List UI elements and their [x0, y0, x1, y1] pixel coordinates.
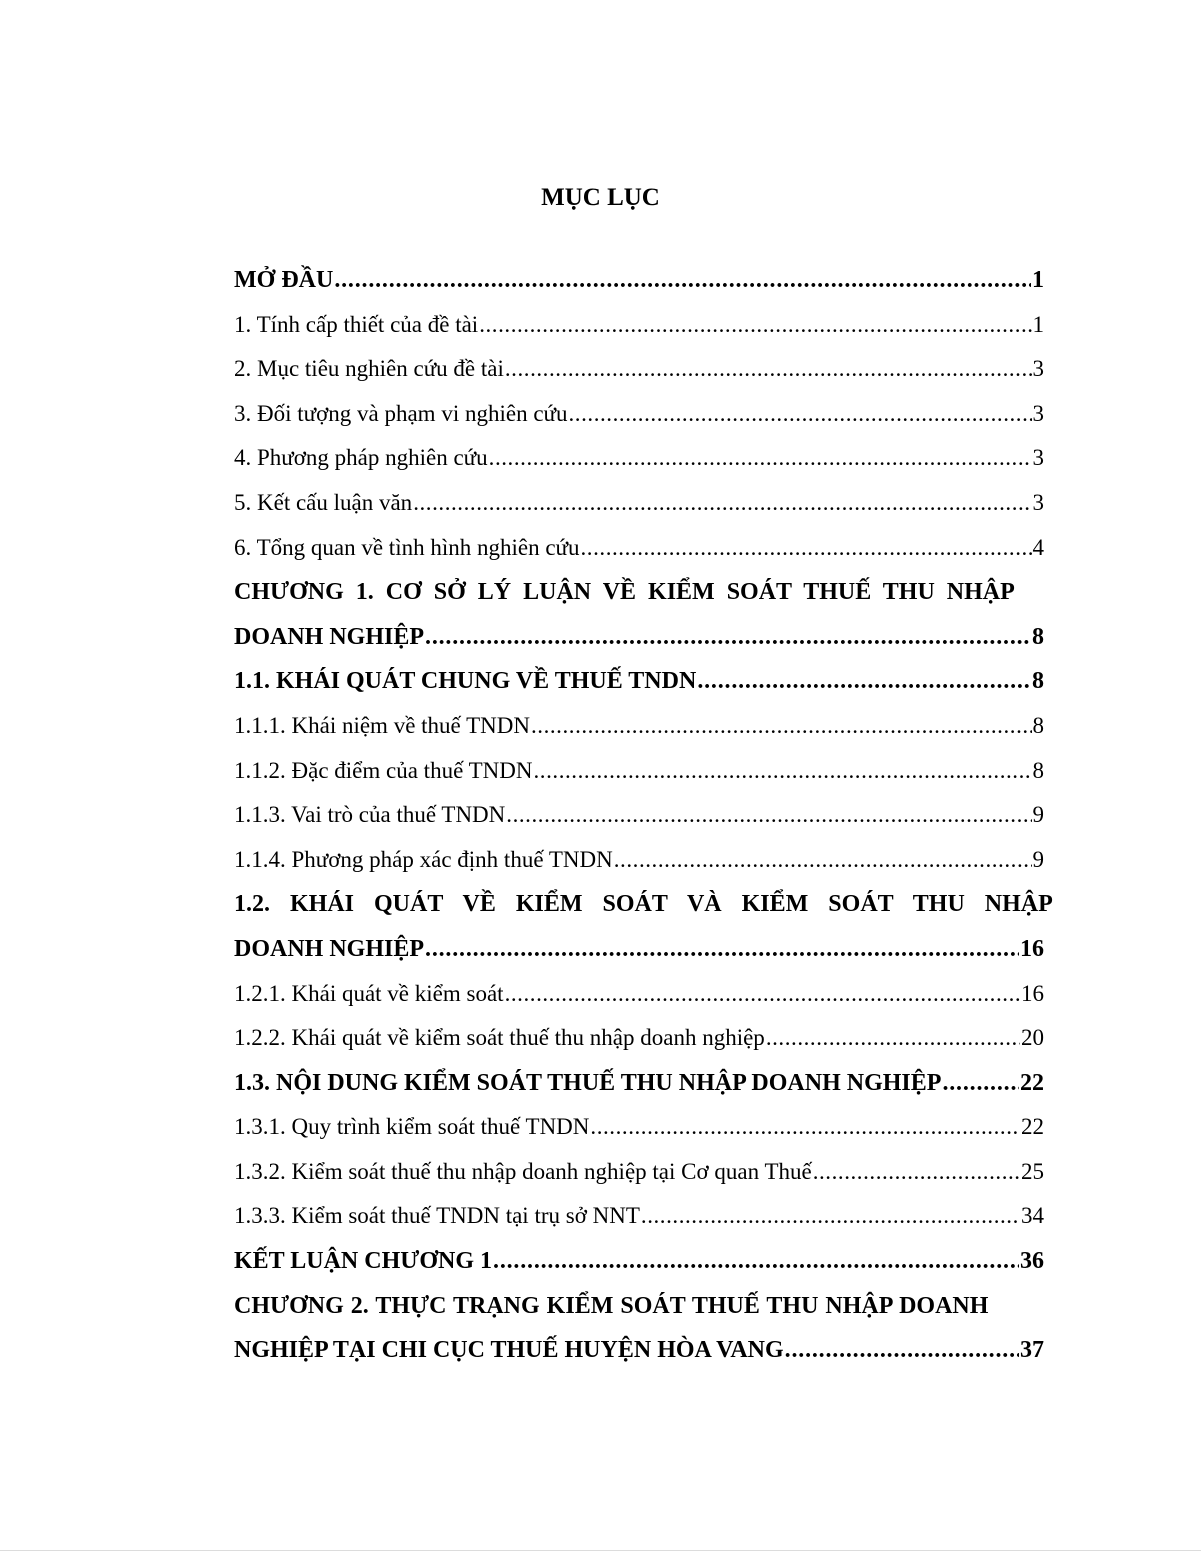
toc-entry[interactable] [234, 436, 1044, 481]
dot-leader [479, 303, 1031, 348]
toc-entry[interactable] [234, 704, 1044, 749]
toc-entry-page: 8 [1032, 712, 1044, 738]
toc-entry[interactable] [234, 392, 1044, 437]
toc-entry-heading-line[interactable] [234, 1284, 1044, 1329]
toc-entry[interactable] [234, 1105, 1044, 1150]
dot-leader [614, 838, 1032, 883]
toc-entry-page: 16 [1020, 935, 1044, 962]
toc-entry-page: 16 [1021, 980, 1044, 1006]
dot-leader [697, 659, 1031, 704]
toc-entry-page: 25 [1021, 1158, 1044, 1184]
toc-entry-heading-line[interactable] [234, 570, 1044, 615]
toc-entry-label: 2. Mục tiêu nghiên cứu đề tài [234, 356, 504, 382]
dot-leader [425, 615, 1031, 660]
dot-leader [569, 392, 1032, 437]
toc-entry[interactable] [234, 615, 1044, 660]
toc-entry-label: 1.1.1. Khái niệm về thuế TNDN [234, 712, 530, 738]
toc-entry-page: 9 [1032, 846, 1044, 872]
toc-entry[interactable] [234, 481, 1044, 526]
toc-entry-page: 37 [1020, 1337, 1044, 1364]
toc-entry[interactable] [234, 972, 1044, 1017]
toc-entry-label: MỞ ĐẦU [234, 267, 334, 293]
dot-leader [505, 347, 1032, 392]
dot-leader [534, 749, 1032, 794]
toc-entry-page: 34 [1021, 1203, 1044, 1229]
toc-entry[interactable] [234, 1016, 1044, 1061]
toc-entry-label: 1.1.4. Phương pháp xác định thuế TNDN [234, 846, 613, 872]
toc-entry-label: 1.3.3. Kiểm soát thuế TNDN tại trụ sở NNT [234, 1203, 640, 1229]
toc-entry[interactable] [234, 1328, 1044, 1373]
dot-leader [785, 1328, 1019, 1373]
toc-entry-label: 3. Đối tượng và phạm vi nghiên cứu [234, 400, 568, 426]
toc-entry[interactable] [234, 927, 1044, 972]
toc-entry-label: 1.2.2. Khái quát về kiểm soát thuế thu nhập doanh nghiệp [234, 1025, 765, 1051]
dot-leader [425, 927, 1019, 972]
page-bottom-edge [0, 1550, 1201, 1551]
page-title: MỤC LỤC [541, 184, 660, 211]
toc-entry-label: 1.1. KHÁI QUÁT CHUNG VỀ THUẾ TNDN [234, 668, 697, 695]
toc-entry-label: 1. Tính cấp thiết của đề tài [234, 311, 479, 337]
dot-leader [505, 972, 1020, 1017]
toc-entry-page: 8 [1032, 623, 1044, 650]
toc-entry-label: 1.2.1. Khái quát về kiểm soát [234, 980, 504, 1006]
toc-entry-label: 1.3.2. Kiểm soát thuế thu nhập doanh nghiệp tại Cơ quan Thuế [234, 1158, 812, 1184]
toc-entry-page: 1 [1032, 267, 1044, 293]
toc-entry-page: 22 [1021, 1114, 1044, 1140]
dot-leader [413, 481, 1031, 526]
toc-entry-label: 1.1.3. Vai trò của thuế TNDN [234, 802, 506, 828]
dot-leader [942, 1061, 1019, 1106]
toc-entry[interactable] [234, 347, 1044, 392]
dot-leader [489, 436, 1032, 481]
toc-entry-page: 3 [1032, 400, 1044, 426]
dot-leader [493, 1239, 1019, 1284]
dot-leader [766, 1016, 1020, 1061]
toc-entry-page: 8 [1032, 668, 1044, 695]
toc-entry[interactable] [234, 1061, 1044, 1106]
toc-entry-heading-line[interactable] [234, 882, 1053, 927]
dot-leader [334, 258, 1031, 303]
toc-entry-label: 4. Phương pháp nghiên cứu [234, 445, 488, 471]
toc-entry[interactable] [234, 749, 1044, 794]
toc-entry-page: 9 [1032, 802, 1044, 828]
toc-entry-page: 1 [1032, 311, 1044, 337]
toc-entry-page: 4 [1032, 534, 1044, 560]
toc-entry-label: CHƯƠNG 1. CƠ SỞ LÝ LUẬN VỀ KIỂM SOÁT THUẾ THU NHẬP [234, 579, 1015, 606]
dot-leader [590, 1105, 1020, 1150]
toc-entry-label: 1.3. NỘI DUNG KIỂM SOÁT THUẾ THU NHẬP DOANH NGHIỆP [234, 1069, 942, 1096]
toc-entry-page: 20 [1021, 1025, 1044, 1051]
dot-leader [506, 793, 1031, 838]
toc-entry-label: 1.2. KHÁI QUÁT VỀ KIỂM SOÁT VÀ KIỂM SOÁT THU NHẬP [234, 891, 1053, 918]
toc-entry-label: NGHIỆP TẠI CHI CỤC THUẾ HUYỆN HÒA VANG [234, 1337, 784, 1364]
toc-entry[interactable] [234, 258, 1044, 303]
toc-entry-label: CHƯƠNG 2. THỰC TRẠNG KIỂM SOÁT THUẾ THU NHẬP DOANH [234, 1292, 989, 1319]
toc-entry-page: 22 [1020, 1069, 1044, 1096]
dot-leader [581, 526, 1032, 571]
toc-entry[interactable] [234, 659, 1044, 704]
toc-entry[interactable] [234, 1194, 1044, 1239]
toc-entry-label: 1.3.1. Quy trình kiểm soát thuế TNDN [234, 1114, 590, 1140]
dot-leader [531, 704, 1032, 749]
toc-entry[interactable] [234, 1150, 1044, 1195]
toc-entry-label: 5. Kết cấu luận văn [234, 489, 413, 515]
toc-entry-label: 1.1.2. Đặc điểm của thuế TNDN [234, 757, 533, 783]
toc-entry-label: DOANH NGHIỆP [234, 623, 425, 650]
toc-entry[interactable] [234, 838, 1044, 883]
toc-entry-label: DOANH NGHIỆP [234, 935, 425, 962]
toc-entry[interactable] [234, 793, 1044, 838]
toc-entry[interactable] [234, 303, 1044, 348]
toc-entry-page: 8 [1032, 757, 1044, 783]
toc-entry-page: 3 [1032, 356, 1044, 382]
toc-entry-label: 6. Tổng quan về tình hình nghiên cứu [234, 534, 580, 560]
toc-entry-page: 36 [1020, 1248, 1044, 1275]
dot-leader [641, 1194, 1020, 1239]
dot-leader [813, 1150, 1020, 1195]
toc-entry-page: 3 [1032, 489, 1044, 515]
toc-entry-label: KẾT LUẬN CHƯƠNG 1 [234, 1248, 493, 1275]
toc-entry[interactable] [234, 1239, 1044, 1284]
toc-entry-page: 3 [1032, 445, 1044, 471]
table-of-contents [234, 258, 1053, 1373]
toc-entry[interactable] [234, 526, 1044, 571]
